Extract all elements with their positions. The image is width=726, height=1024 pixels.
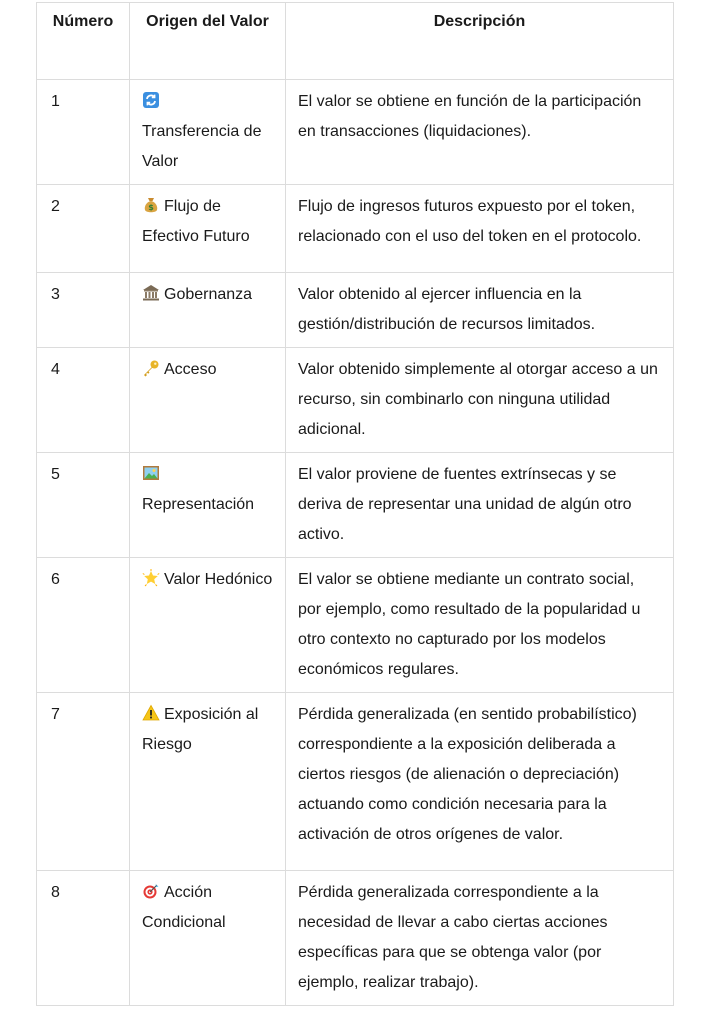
key-icon [142, 359, 160, 377]
money-bag-icon [142, 196, 160, 214]
header-origen: Origen del Valor [130, 3, 286, 80]
row-description: Valor obtenido simplemente al otorgar acceso a un recurso, sin combinarlo con ninguna utilidad adicional. [286, 348, 674, 453]
row-number: 5 [37, 453, 130, 558]
header-descripcion: Descripción [286, 3, 674, 80]
table-row [37, 871, 674, 1006]
warning-icon [142, 704, 160, 722]
row-number: 2 [37, 185, 130, 273]
value-origins-table-container [36, 2, 673, 1006]
row-description: Pérdida generalizada correspondiente a la necesidad de llevar a cabo ciertas acciones específicas para que se obtenga valor (por ejemplo, realizar trabajo). [286, 871, 674, 1006]
svg-text:$: $ [148, 203, 154, 212]
table-row [37, 273, 674, 348]
framed-picture-icon [142, 464, 160, 482]
row-description: El valor se obtiene en función de la participación en transacciones (liquidaciones). [286, 80, 674, 185]
table-row [37, 693, 674, 871]
table-header [37, 3, 674, 80]
row-description: El valor se obtiene mediante un contrato social, por ejemplo, como resultado de la popularidad u otro contexto no capturado por los modelos económicos regulares. [286, 558, 674, 693]
row-number: 3 [37, 273, 130, 348]
header-row [37, 3, 674, 80]
row-number: 6 [37, 558, 130, 693]
table-row [37, 80, 674, 185]
row-origin [130, 273, 286, 348]
classical-building-icon [142, 284, 160, 302]
row-origin [130, 80, 286, 185]
origin-label: Exposición al Riesgo [142, 706, 259, 753]
row-origin [130, 693, 286, 871]
origin-label: Transferencia de Valor [142, 123, 262, 170]
table-row [37, 348, 674, 453]
origin-label: Valor Hedónico [164, 571, 273, 588]
row-origin [130, 185, 286, 273]
row-number: 8 [37, 871, 130, 1006]
row-number: 4 [37, 348, 130, 453]
value-origins-table [36, 2, 674, 1006]
arrows-cycle-icon [142, 91, 160, 109]
glowing-star-icon [142, 569, 160, 587]
origin-label: Acceso [164, 361, 217, 378]
table-body [37, 80, 674, 1006]
row-description: Pérdida generalizada (en sentido probabilístico) correspondiente a la exposición deliberada a ciertos riesgos (de alienación o depreciación) actuando como condición necesaria para la activación de otros orígenes de valor. [286, 693, 674, 871]
header-numero: Número [37, 3, 130, 80]
table-row [37, 558, 674, 693]
row-number: 7 [37, 693, 130, 871]
row-origin [130, 453, 286, 558]
row-number: 1 [37, 80, 130, 185]
origin-label: Representación [142, 496, 255, 513]
table-row [37, 453, 674, 558]
origin-label: Gobernanza [164, 286, 253, 303]
row-description: Valor obtenido al ejercer influencia en la gestión/distribución de recursos limitados. [286, 273, 674, 348]
origin-label: Flujo de Efectivo Futuro [142, 198, 250, 245]
row-origin [130, 348, 286, 453]
direct-hit-target-icon [142, 882, 160, 900]
row-origin [130, 871, 286, 1006]
origin-label: Acción Condicional [142, 884, 226, 931]
table-row [37, 185, 674, 273]
row-description: Flujo de ingresos futuros expuesto por el token, relacionado con el uso del token en el protocolo. [286, 185, 674, 273]
row-description: El valor proviene de fuentes extrínsecas y se deriva de representar una unidad de algún otro activo. [286, 453, 674, 558]
row-origin [130, 558, 286, 693]
